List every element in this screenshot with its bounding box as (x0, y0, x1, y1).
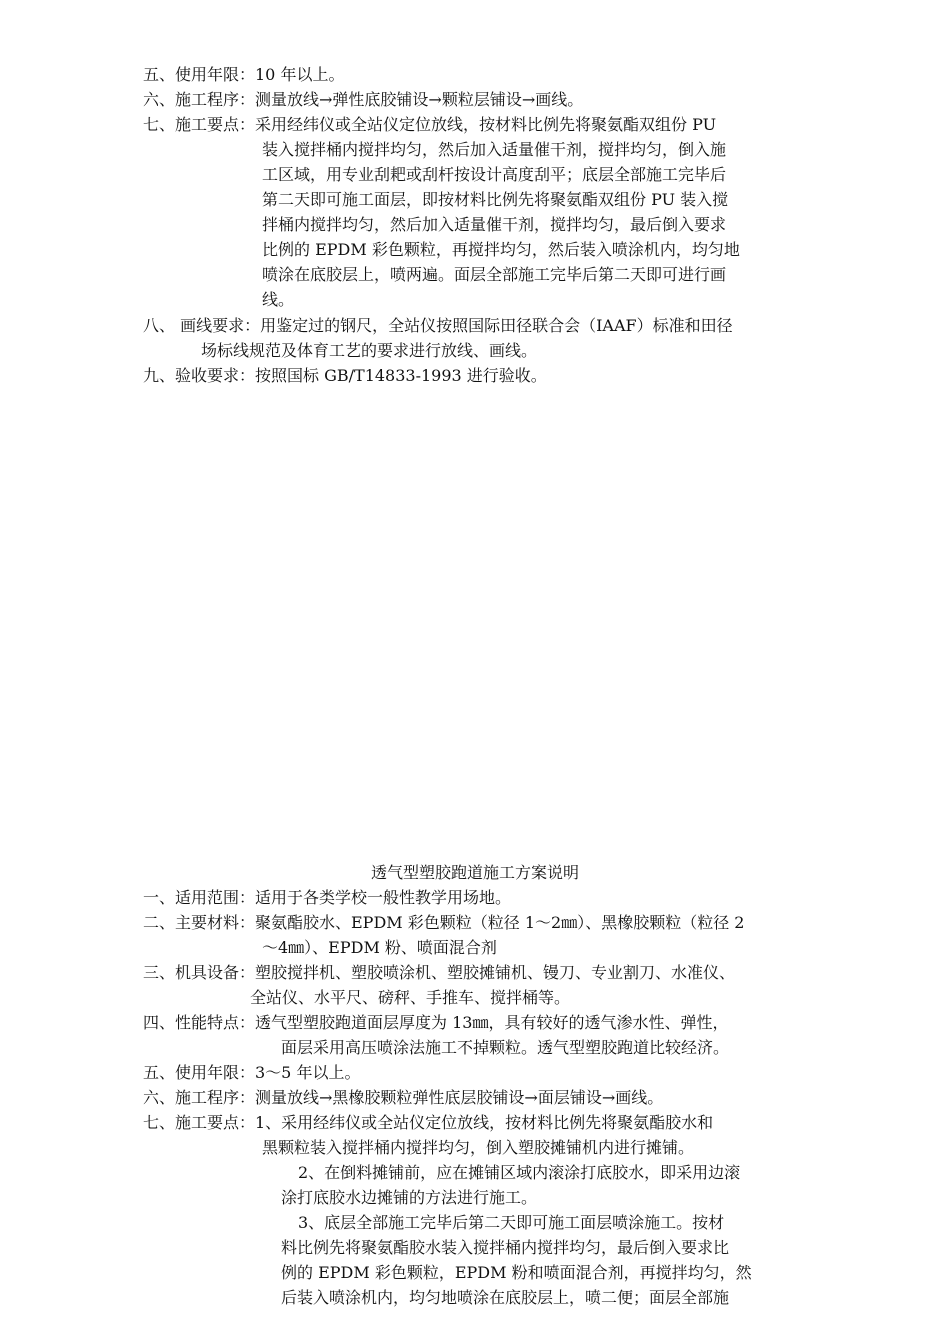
text-line: 四、性能特点：透气型塑胶跑道面层厚度为 13㎜，具有较好的透气渗水性、弹性， (143, 1013, 729, 1032)
text-line: 八、 画线要求：用鉴定过的钢尺，全站仪按照国际田径联合会（IAAF）标准和田径 (143, 316, 733, 335)
text-line: 比例的 EPDM 彩色颗粒，再搅拌均匀，然后装入喷涂机内，均匀地 (262, 240, 740, 259)
text-line: 拌桶内搅拌均匀，然后加入适量催干剂，搅拌均匀，最后倒入要求 (262, 215, 727, 234)
text-line: 五、使用年限：3～5 年以上。 (143, 1063, 361, 1082)
text-line: 五、使用年限：10 年以上。 (143, 65, 345, 84)
text-line: 涂打底胶水边摊铺的方法进行施工。 (281, 1188, 538, 1207)
text-line: 三、机具设备：塑胶搅拌机、塑胶喷涂机、塑胶摊铺机、镘刀、专业割刀、水准仪、 (143, 963, 736, 982)
text-line: 黑颗粒装入搅拌桶内搅拌均匀，倒入塑胶摊铺机内进行摊铺。 (262, 1138, 695, 1157)
text-line: 二、主要材料：聚氨酯胶水、EPDM 彩色颗粒（粒径 1～2㎜）、黑橡胶颗粒（粒径 2 (143, 913, 745, 932)
text-line: 场标线规范及体育工艺的要求进行放线、画线。 (201, 341, 538, 360)
text-line: ～4㎜）、EPDM 粉、喷面混合剂 (262, 938, 497, 957)
text-line: 2、在倒料摊铺前，应在摊铺区域内滚涂打底胶水，即采用边滚 (298, 1163, 741, 1182)
text-line: 后装入喷涂机内，均匀地喷涂在底胶层上，喷二便；面层全部施 (281, 1288, 730, 1307)
text-line: 全站仪、水平尺、磅秤、手推车、搅拌桶等。 (250, 988, 571, 1007)
text-line: 七、施工要点：1、采用经纬仪或全站仪定位放线，按材料比例先将聚氨酯胶水和 (143, 1113, 714, 1132)
text-line: 六、施工程序：测量放线→弹性底胶铺设→颗粒层铺设→画线。 (143, 90, 584, 109)
text-line: 七、施工要点：采用经纬仪或全站仪定位放线，按材料比例先将聚氨酯双组份 PU (143, 115, 717, 134)
text-line: 工区域，用专业刮耙或刮杆按设计高度刮平；底层全部施工完毕后 (262, 165, 727, 184)
text-line: 线。 (262, 290, 295, 309)
text-line: 装入搅拌桶内搅拌均匀，然后加入适量催干剂，搅拌均匀，倒入施 (262, 140, 727, 159)
text-line: 六、施工程序：测量放线→黑橡胶颗粒弹性底层胶铺设→面层铺设→画线。 (143, 1088, 664, 1107)
text-line: 料比例先将聚氨酯胶水装入搅拌桶内搅拌均匀，最后倒入要求比 (281, 1238, 730, 1257)
text-line: 例的 EPDM 彩色颗粒，EPDM 粉和喷面混合剂，再搅拌均匀，然 (281, 1263, 752, 1282)
text-line: 九、验收要求：按照国标 GB/T14833-1993 进行验收。 (143, 366, 547, 385)
text-line: 喷涂在底胶层上，喷两遍。面层全部施工完毕后第二天即可进行画 (262, 265, 727, 284)
text-line: 第二天即可施工面层，即按材料比例先将聚氨酯双组份 PU 装入搅 (262, 190, 729, 209)
text-line: 一、适用范围：适用于各类学校一般性教学用场地。 (143, 888, 512, 907)
section-title: 透气型塑胶跑道施工方案说明 (370, 863, 579, 882)
text-line: 3、底层全部施工完毕后第二天即可施工面层喷涂施工。按材 (298, 1213, 725, 1232)
text-line: 面层采用高压喷涂法施工不掉颗粒。透气型塑胶跑道比较经济。 (281, 1038, 730, 1057)
